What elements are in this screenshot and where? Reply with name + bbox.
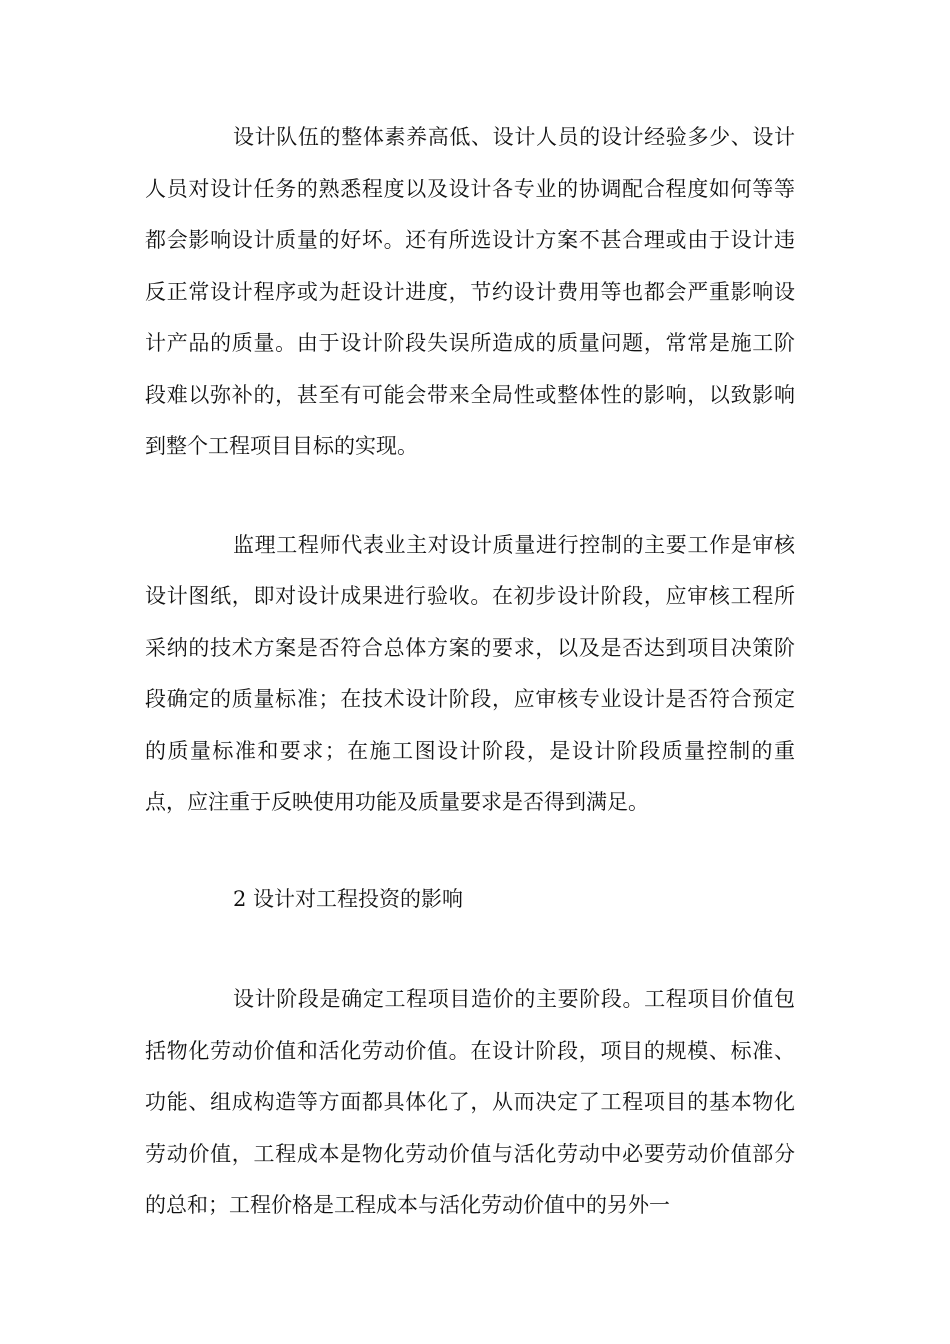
section-heading: 2 设计对工程投资的影响 bbox=[233, 886, 464, 911]
paragraph-supervision-review: 监理工程师代表业主对设计质量进行控制的主要工作是审核设计图纸，即对设计成果进行验收。在初步设计阶段，应审核工程所采纳的技术方案是否符合总体方案的要求，以及是否达到项目决策阶段确定的质量标准；在技术设计阶段，应审核专业设计是否符合预定的质量标准和要求；在施工图设计阶段，是设计阶段质量控制的重点，应注重于反映使用功能及质量要求是否得到满足。 bbox=[145, 532, 795, 814]
paragraph-design-team-quality: 设计队伍的整体素养高低、设计人员的设计经验多少、设计人员对设计任务的熟悉程度以及设计各专业的协调配合程度如何等等都会影响设计质量的好坏。还有所选设计方案不甚合理或由于设计违反正常设计程序或为赶设计进度，节约设计费用等也都会严重影响设计产品的质量。由于设计阶段失误所造成的质量问题，常常是施工阶段难以弥补的，甚至有可能会带来全局性或整体性的影响，以致影响到整个工程项目目标的实现。 bbox=[145, 125, 795, 458]
document-body bbox=[145, 112, 795, 1232]
paragraph-design-investment: 设计阶段是确定工程项目造价的主要阶段。工程项目价值包括物化劳动价值和活化劳动价值。在设计阶段，项目的规模、标准、功能、组成构造等方面都具体化了，从而决定了工程项目的基本物化劳动价值，工程成本是物化劳动价值与活化劳动中必要劳动价值部分的总和；工程价格是工程成本与活化劳动价值中的另外一 bbox=[145, 987, 795, 1217]
